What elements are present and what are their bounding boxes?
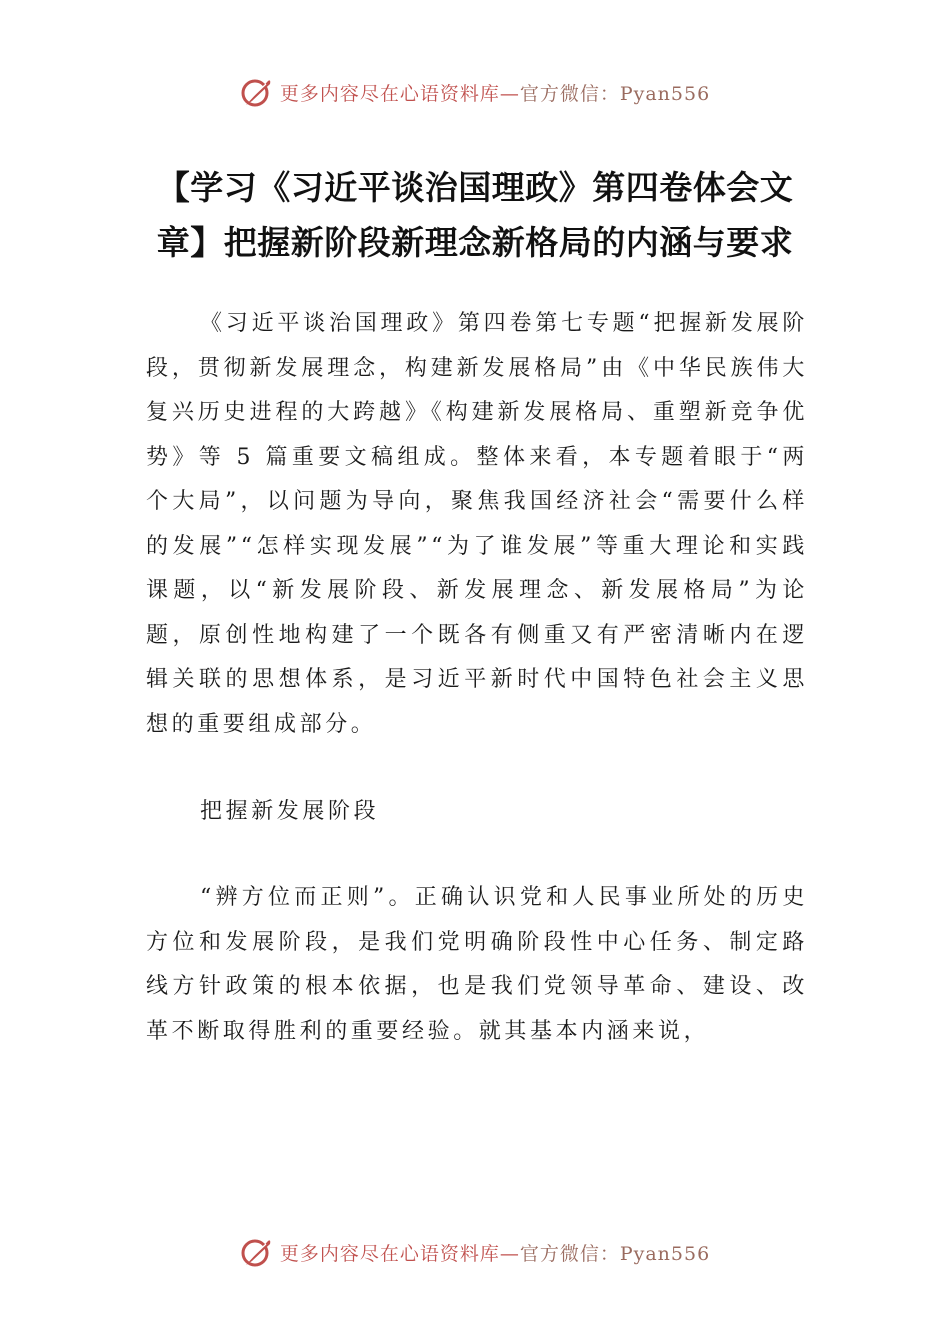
watermark-banner-top [0, 72, 950, 112]
section-heading: 把握新发展阶段 [200, 799, 380, 824]
feather-pen-logo-icon [240, 1235, 274, 1269]
watermark-text: 更多内容尽在心语资料库—官方微信：Pyan556 [279, 1242, 711, 1265]
watermark-banner-bottom [0, 1232, 950, 1272]
paragraph-intro: 《习近平谈治国理政》第四卷第七专题“把握新发展阶段，贯彻新发展理念，构建新发展格局”由《中华民族伟大复兴历史进程的大跨越》《构建新发展格局、重塑新竞争优势》等 5 篇重要文稿组成。整体来看，本专题着眼于“两个大局”，以问题为导向，聚焦我国经济社会“需要什么样的发展”“怎样实现发展”“为了谁发展”等重大理论和实践课题，以“新发展阶段、新发展理念、新发展格局”为论题，原创性地构建了一个既各有侧重又有严密清晰内在逻辑关联的思想体系，是习近平新时代中国特色社会主义思想的重要组成部分。 [146, 311, 808, 737]
document-title: 【学习《习近平谈治国理政》第四卷体会文章】把握新阶段新理念新格局的内涵与要求 [156, 168, 794, 262]
paragraph-section-1: “辨方位而正则”。正确认识党和人民事业所处的历史方位和发展阶段，是我们党明确阶段性中心任务、制定路线方针政策的根本依据，也是我们党领导革命、建设、改革不断取得胜利的重要经验。就其基本内涵来说， [146, 885, 808, 1044]
watermark-text: 更多内容尽在心语资料库—官方微信：Pyan556 [279, 82, 711, 105]
feather-pen-logo-icon [240, 75, 274, 109]
